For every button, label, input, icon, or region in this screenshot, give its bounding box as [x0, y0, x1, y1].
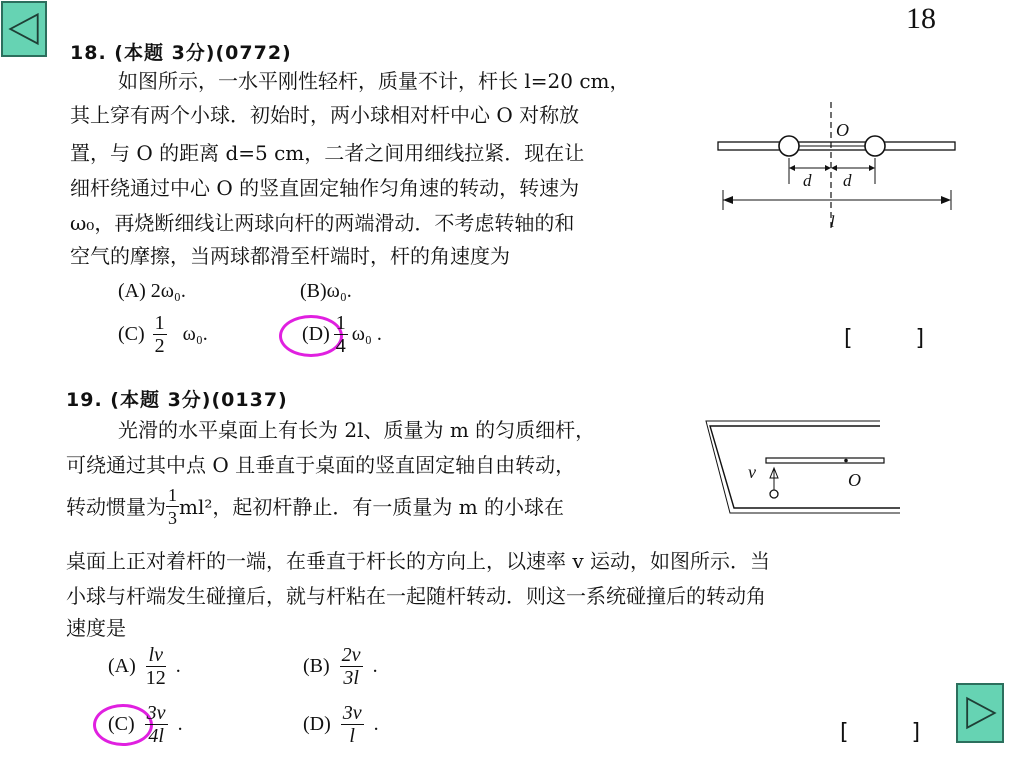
q18-fig-label-d2: d [843, 171, 852, 190]
q19-option-d-label: (D) [303, 713, 331, 735]
q19-option-c-dot: . [177, 713, 183, 735]
q19-option-c-numerator: 3v [146, 702, 166, 724]
q19-option-a-dot: . [175, 655, 181, 677]
q19-option-a-numerator: lv [146, 644, 166, 667]
q18-fig-label-O: O [836, 120, 849, 140]
q19-inertia-fraction [166, 484, 179, 529]
q19-option-d-fraction [341, 702, 364, 747]
prev-slide-button[interactable] [1, 1, 47, 57]
q18-answer-bracket: [ ] [844, 326, 925, 351]
q18-option-b: (B)ω₀. [300, 280, 352, 302]
q19-option-a-label: (A) [108, 655, 136, 677]
q18-line6: 空气的摩擦，当两球都滑至杆端时，杆的角速度为 [70, 244, 510, 268]
q18-line3: 置，与 O 的距离 d=5 cm，二者之间用细线拉紧．现在让 [70, 141, 585, 165]
q19-table-figure [700, 418, 900, 518]
q18-fig-label-l: l [830, 212, 835, 231]
q19-header: 19. (本题 3分)(0137) [66, 389, 288, 411]
q19-option-c-denominator: 4l [148, 725, 164, 747]
q19-line5: 小球与杆端发生碰撞后，就与杆粘在一起随杆转动．则这一系统碰撞后的转动角 [66, 584, 766, 608]
q18-option-d-denominator: 4 [335, 335, 346, 357]
right-triangle-icon [958, 685, 1002, 741]
q19-option-c-fraction [145, 702, 168, 747]
q18-option-d-numerator: 1 [335, 312, 346, 334]
q19-line3-suffix: ml²，起初杆静止．有一质量为 m 的小球在 [179, 494, 565, 519]
q19-option-b [303, 644, 378, 689]
q19-line1: 光滑的水平桌面上有长为 2l、质量为 m 的匀质细杆， [118, 418, 596, 442]
q19-option-b-dot: . [372, 655, 378, 677]
q18-option-c-denominator: 2 [154, 335, 165, 357]
q19-line3 [66, 484, 564, 529]
q19-inertia-denominator: 3 [168, 508, 177, 528]
q18-option-d-tail: ω₀ . [351, 323, 382, 345]
q19-line6: 速度是 [66, 616, 126, 640]
q19-option-b-fraction [340, 644, 363, 689]
q18-fig-label-d1: d [803, 171, 812, 190]
q19-line3-prefix: 转动惯量为 [66, 494, 166, 519]
q19-option-c [108, 702, 183, 747]
q18-option-c-tail: ω₀. [182, 323, 208, 345]
q19-inertia-numerator: 1 [168, 485, 177, 505]
q19-line4: 桌面上正对着杆的一端，在垂直于杆长的方向上，以速率 v 运动，如图所示．当 [66, 549, 771, 573]
q19-option-a [108, 644, 181, 689]
q18-line2: 其上穿有两个小球．初始时，两小球相对杆中心 O 对称放 [70, 103, 580, 127]
q19-option-d-numerator: 3v [342, 702, 362, 724]
q18-option-a: (A) 2ω₀. [118, 280, 186, 302]
q18-line4: 细杆绕通过中心 O 的竖直固定轴作匀角速的转动，转速为 [70, 176, 580, 200]
q19-option-b-label: (B) [303, 655, 330, 677]
q18-option-c [118, 312, 208, 357]
q18-line1: 如图所示，一水平刚性轻杆，质量不计，杆长 l=20 cm， [118, 69, 630, 93]
q19-option-b-denominator: 3l [343, 667, 359, 689]
q19-option-d-denominator: l [349, 725, 355, 747]
q19-line2: 可绕通过其中点 O 且垂直于桌面的竖直固定轴自由转动， [66, 453, 576, 477]
q19-fig-label-O: O [848, 470, 861, 490]
q19-answer-bracket: [ ] [840, 720, 921, 745]
q18-option-c-numerator: 1 [154, 312, 165, 334]
q19-option-a-fraction [146, 644, 166, 689]
next-slide-button[interactable] [956, 683, 1004, 743]
q18-header: 18. (本题 3分)(0772) [70, 42, 292, 64]
q19-option-b-numerator: 2v [341, 644, 361, 666]
q19-option-c-label: (C) [108, 713, 135, 735]
q18-option-c-label: (C) [118, 323, 145, 345]
page-number: 18 [906, 2, 936, 35]
q18-option-d-fraction [334, 312, 348, 357]
q18-option-c-fraction [153, 312, 167, 357]
q19-option-d [303, 702, 379, 747]
left-triangle-icon [3, 3, 45, 55]
q18-option-d [302, 312, 382, 357]
q19-option-d-dot: . [373, 713, 379, 735]
q18-option-d-label: (D) [302, 323, 330, 345]
q18-line5: ω₀，再烧断细线让两球向杆的两端滑动．不考虑转轴的和 [70, 211, 575, 235]
q19-option-a-denominator: 12 [145, 667, 166, 689]
q19-fig-label-v: v [748, 462, 756, 482]
